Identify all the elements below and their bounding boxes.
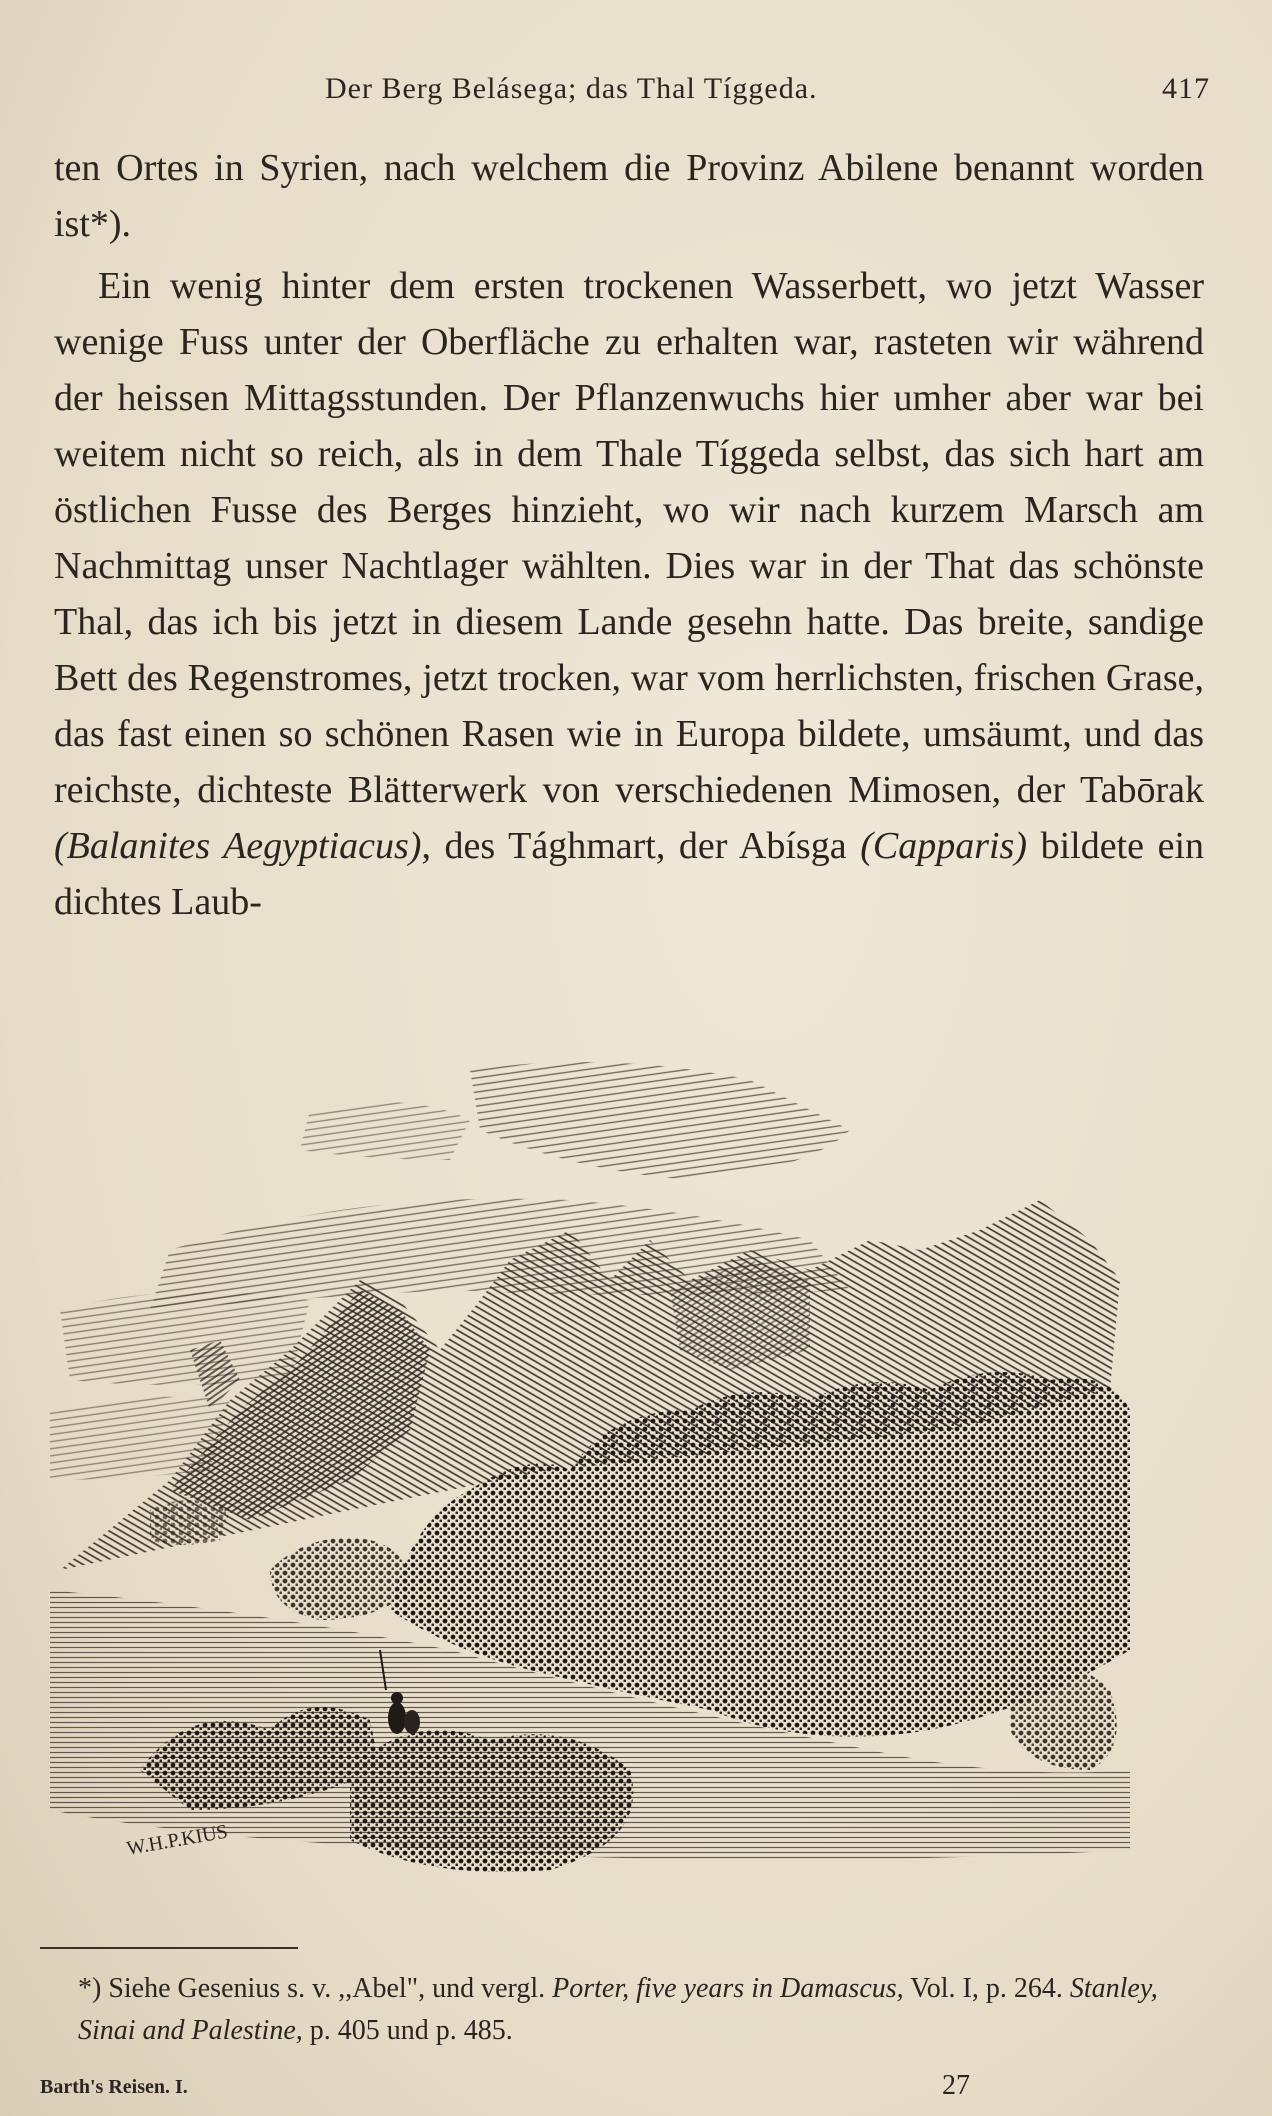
- footnote-porter-ref: Porter, five years in Damascus,: [552, 1973, 904, 2004]
- paragraph-1: [54, 140, 1204, 252]
- page-number: 417: [1162, 72, 1210, 105]
- footnote-rule: [40, 1947, 298, 1949]
- paragraph-2-text-a: Ein wenig hinter dem ersten trockenen Wasserbett, wo jetzt Wasser wenige Fuss unter der Oberfläche zu erhalten war, rasteten wir während der heissen Mittagsstunden. Der Pflanzenwuchs hier umher aber war bei weitem nicht so reich, als in dem Thale Tíggeda selbst, das sich hart am östlichen Fusse des Berges hinzieht, wo wir nach kurzem Marsch am Nachmittag unser Nachtlager wählten. Dies war in der That das schönste Thal, das ich bis jetzt in diesem Lande gesehn hatte. Das breite, sandige Bett des Regenstromes, jetzt trocken, war vom herrlichsten, frischen Grase, das fast einen so schönen Rasen wie in Europa bildete, umsäumt, und das reichste, dichteste Blätterwerk von verschiedenen Mimosen, der Tabōrak: [54, 265, 1204, 811]
- footnote-line: [36, 1968, 1186, 2052]
- latin-name-balanites: (Balanites Aegyptiacus): [54, 825, 422, 867]
- running-head: [60, 72, 1210, 112]
- footnote-text-b: Vol. I, p. 264.: [910, 1973, 1063, 2004]
- footnote-text-c: p. 405 und p. 485.: [309, 2015, 513, 2046]
- body-text: [54, 140, 1204, 930]
- paragraph-1-text: ten Ortes in Syrien, nach welchem die Provinz Abilene benannt worden ist*).: [54, 147, 1204, 245]
- paragraph-2: [54, 258, 1204, 930]
- footnote-text-a: *) Siehe Gesenius s. v. ,,Abel", und vergl.: [78, 1973, 546, 2004]
- footnote-stanley-ref: Stanley, Sinai and Palestine,: [78, 1973, 1158, 2046]
- latin-name-capparis: (Capparis): [860, 825, 1027, 867]
- printer-signature-line: [40, 2070, 1190, 2106]
- running-head-title: Der Berg Belásega; das Thal Tíggeda.: [325, 72, 818, 105]
- engraving-valley-illustration: [50, 1050, 1180, 1930]
- signature-title: Barth's Reisen. I.: [40, 2076, 188, 2098]
- footnote: [36, 1968, 1186, 2052]
- paragraph-2-text-b: , des Tághmart, der Abísga: [421, 825, 847, 867]
- paragraph-2-text-c: bildete ein dichtes Laub-: [54, 825, 1204, 923]
- signature-number: 27: [942, 2070, 970, 2101]
- engraver-signature: W.H.P.KIUS: [125, 1820, 230, 1860]
